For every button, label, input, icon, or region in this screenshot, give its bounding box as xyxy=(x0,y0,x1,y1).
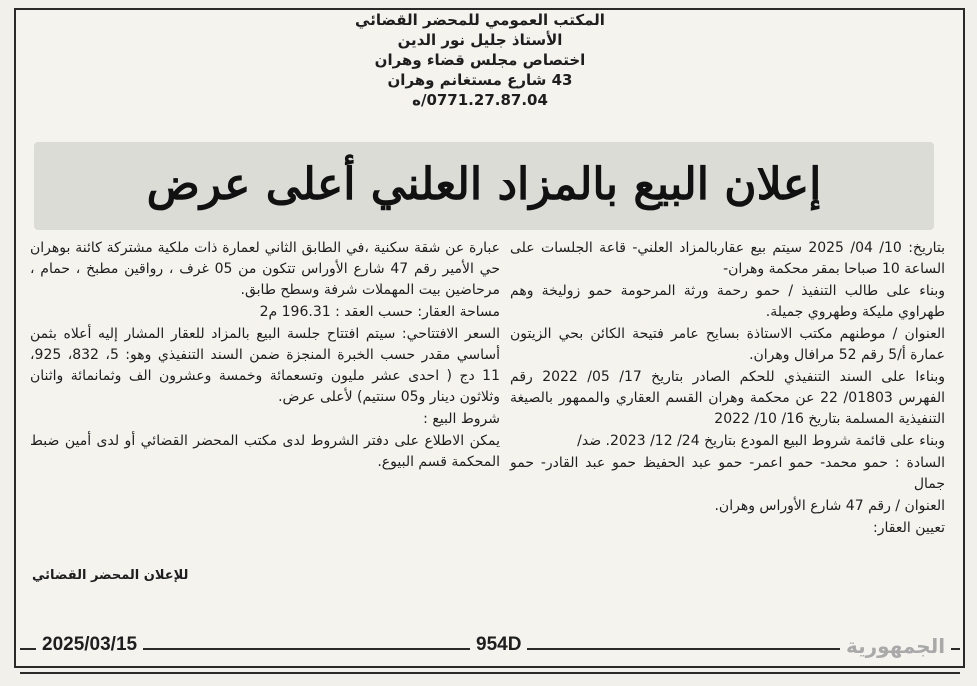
paragraph: وبناء على قائمة شروط البيع المودع بتاريخ 24/ 12/ 2023. ضد/ xyxy=(577,433,945,449)
bottom-divider xyxy=(20,672,960,674)
signature: للإعلان المحضر القضائي xyxy=(32,568,189,583)
right-column xyxy=(510,238,945,540)
jurisdiction: اختصاص مجلس قضاء وهران xyxy=(374,51,586,69)
paragraph: وبناء على طالب التنفيذ / حمو رحمة ورثة المرحومة حمو زوليخة وهم طهراوي مليكة وطهروي جميلة. xyxy=(510,283,945,320)
paragraph: وبناءا على السند التنفيذي للحكم الصادر بتاريخ 17/ 05/ 2022 رقم الفهرس 01803/ 22 عن محكمة وهران القسم العقاري والممهور بالصيغة التنفيذية المسلمة بتاريخ 16/ 10/ 2022 xyxy=(510,369,945,427)
paragraph: بتاريخ: 10/ 04/ 2025 سيتم بيع عقاربالمزاد العلني- قاعة الجلسات على الساعة 10 صباحا بمقر محكمة وهران- xyxy=(510,240,946,277)
office-phone: 0771.27.87.04/ه xyxy=(412,91,548,109)
page-title: إعلان البيع بالمزاد العلني أعلى عرض xyxy=(146,159,822,210)
office-name: المكتب العمومي للمحضر القضائي xyxy=(355,11,605,29)
paragraph: العنوان / موطنهم مكتب الاستاذة بسايح عامر فتيحة الكائن بحي الزيتون عمارة أ/5 رقم 52 مرافال وهران. xyxy=(510,326,945,363)
paragraph: العنوان / رقم 47 شارع الأوراس وهران. xyxy=(714,498,945,514)
paragraph: يمكن الاطلاع على دفتر الشروط لدى مكتب المحضر القضائي أو لدى أمين ضبط المحكمة قسم البيوع. xyxy=(30,433,500,470)
paragraph: مساحة العقار: حسب العقد : 196.31 م2 xyxy=(259,304,500,320)
office-address: 43 شارع مستغانم وهران xyxy=(387,71,573,89)
paragraph: عبارة عن شقة سكنية ،في الطابق الثاني لعمارة ذات ملكية مشتركة كائنة بوهران حي الأمير رقم 47 شارع الأوراس تتكون من 05 غرف ، رواقين مطبخ ، حمام ، مرحاضين بيت المهملات شرفة وسطح طابق. xyxy=(30,240,500,298)
ad-code: 954D xyxy=(470,634,527,656)
paragraph: السادة : حمو محمد- حمو اعمر- حمو عبد الحفيظ حمو عبد القادر- حمو جمال xyxy=(510,455,945,492)
bailiff-name: الأستاذ جليل نور الدين xyxy=(397,31,563,49)
paragraph: شروط البيع : xyxy=(423,411,500,427)
office-header xyxy=(300,10,660,110)
paragraph: تعيين العقار: xyxy=(873,520,945,536)
publication-date: 2025/03/15 xyxy=(36,634,143,656)
left-column xyxy=(30,238,500,474)
paragraph: السعر الافتتاحي: سيتم افتتاح جلسة البيع بالمزاد للعقار المشار إليه أعلاه بثمن أساسي مقدر حسب الخبرة المنجزة ضمن السند التنفيذي وهو: 5، 832، 925، 11 دج ( احدى عشر مليون وتسعمائة وخمسة وعشرون الف وثمانمائة واثنان وثلاثون دينار و05 سنتيم) لأعلى عرض. xyxy=(30,326,500,405)
newspaper-logo: الجمهورية xyxy=(840,634,951,658)
